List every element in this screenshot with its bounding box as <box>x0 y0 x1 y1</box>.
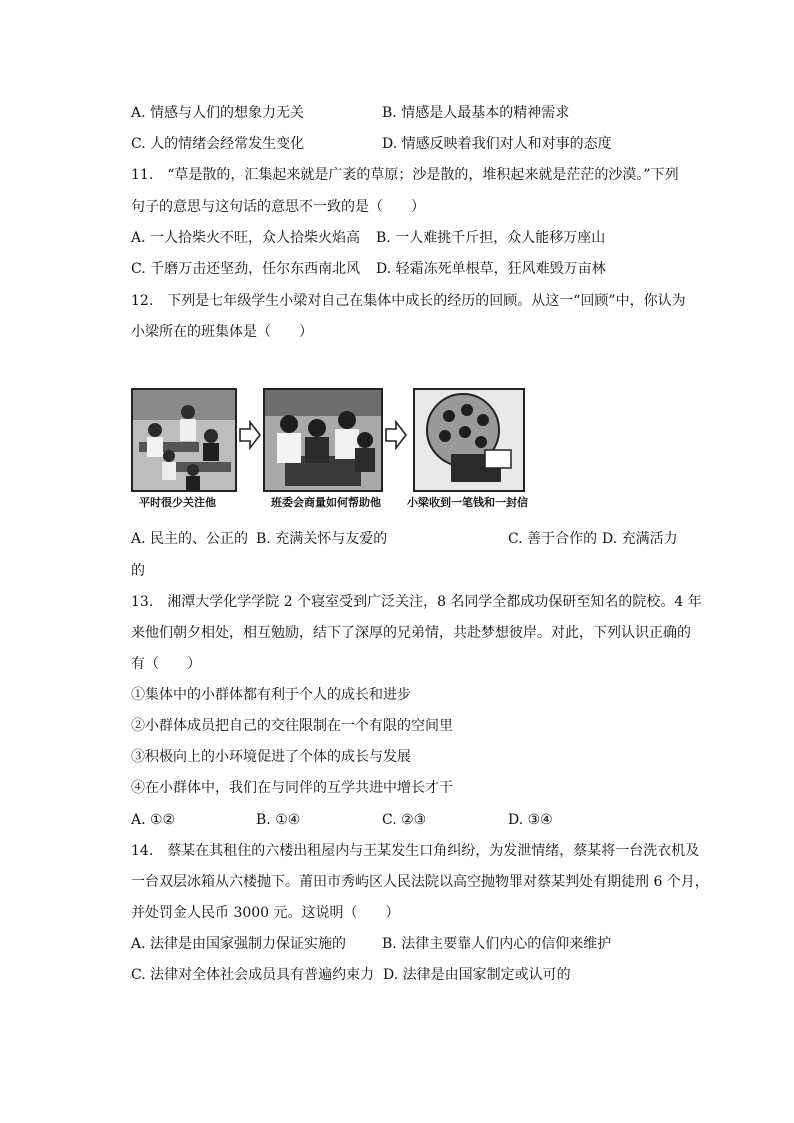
arrow-right-icon <box>239 420 261 450</box>
q14-option-b[interactable]: B. 法律主要靠人们内心的信仰来维护 <box>382 936 612 952</box>
q13-statement-4: ④在小群体中，我们在与同伴的互学共进中增长才干 <box>131 780 453 796</box>
q13-option-b[interactable]: B. ①④ <box>256 812 301 828</box>
q14-option-c[interactable]: C. 法律对全体社会成员具有普遍约束力 <box>131 967 375 983</box>
q12-option-c[interactable]: C. 善于合作的 <box>508 531 598 547</box>
comic-caption-1: 平时很少关注他 <box>139 496 216 509</box>
arrow-right-icon <box>385 420 407 450</box>
q10-option-c[interactable]: C. 人的情绪会经常发生变化 <box>131 136 305 152</box>
comic-panel-3 <box>413 388 525 492</box>
comic-panel-2 <box>263 388 383 492</box>
q11-option-a[interactable]: A. 一人拾柴火不旺，众人拾柴火焰高 <box>131 230 361 246</box>
q13-stem-line1: 13. 湘潭大学化学学院 2 个寝室受到广泛关注，8 名同学全都成功保研至知名的院校。4 年 <box>131 594 702 610</box>
q12-stem-line1: 12. 下列是七年级学生小梁对自己在集体中成长的经历的回顾。从这一“回顾”中，你认为 <box>131 293 686 309</box>
q13-statement-1: ①集体中的小群体都有利于个人的成长和进步 <box>131 687 411 703</box>
classroom-illustration <box>133 390 235 490</box>
q10-option-b[interactable]: B. 情感是人最基本的精神需求 <box>382 105 570 121</box>
q14-option-a[interactable]: A. 法律是由国家强制力保证实施的 <box>131 936 347 952</box>
q14-stem-line3: 并处罚金人民币 3000 元。这说明（ ） <box>131 905 400 921</box>
q13-option-d[interactable]: D. ③④ <box>508 812 553 828</box>
q12-option-d[interactable]: D. 充满活力 <box>602 531 678 547</box>
letter-money-illustration <box>415 390 523 490</box>
comic-caption-3: 小梁收到一笔钱和一封信 <box>407 496 528 509</box>
q12-option-a[interactable]: A. 民主的、公正的 <box>131 531 249 547</box>
q11-stem-line1: 11. “草是散的，汇集起来就是广袤的草原；沙是散的，堆积起来就是茫茫的沙漠。”下列 <box>131 167 679 183</box>
q14-stem-line2: 一台双层冰箱从六楼抛下。莆田市秀屿区人民法院以高空抛物罪对蔡某判处有期徒刑 6 个月， <box>131 874 709 890</box>
meeting-illustration <box>265 390 381 490</box>
q13-option-c[interactable]: C. ②③ <box>382 812 427 828</box>
q14-option-d[interactable]: D. 法律是由国家制定或认可的 <box>383 967 571 983</box>
q11-option-d[interactable]: D. 轻霜冻死单根草，狂风难毁万亩林 <box>376 261 606 277</box>
q11-option-b[interactable]: B. 一人难挑千斤担，众人能移万座山 <box>376 230 606 246</box>
q11-option-c[interactable]: C. 千磨万击还坚劲，任尔东西南北风 <box>131 261 361 277</box>
q11-stem-line2: 句子的意思与这句话的意思不一致的是（ ） <box>131 199 425 215</box>
q13-option-a[interactable]: A. ①② <box>131 812 176 828</box>
q13-stem-line2: 来他们朝夕相处，相互勉励，结下了深厚的兄弟情，共赴梦想彼岸。对此，下列认识正确的 <box>131 625 691 641</box>
q10-option-d[interactable]: D. 情感反映着我们对人和对事的态度 <box>382 136 612 152</box>
comic-caption-2: 班委会商量如何帮助他 <box>271 496 381 509</box>
q13-stem-line3: 有（ ） <box>131 656 201 672</box>
q12-option-b[interactable]: B. 充满关怀与友爱的 <box>256 531 388 547</box>
q10-option-a[interactable]: A. 情感与人们的想象力无关 <box>131 105 305 121</box>
q12-comic-strip <box>131 388 531 512</box>
q14-stem-line1: 14. 蔡某在其租住的六楼出租屋内与王某发生口角纠纷，为发泄情绪，蔡某将一台洗衣机及 <box>131 843 700 859</box>
q13-statement-3: ③积极向上的小环境促进了个体的成长与发展 <box>131 749 411 765</box>
comic-panel-1 <box>131 388 237 492</box>
q13-statement-2: ②小群体成员把自己的交往限制在一个有限的空间里 <box>131 718 453 734</box>
q12-option-d-continued: 的 <box>131 563 145 579</box>
q12-stem-line2: 小梁所在的班集体是（ ） <box>131 324 313 340</box>
